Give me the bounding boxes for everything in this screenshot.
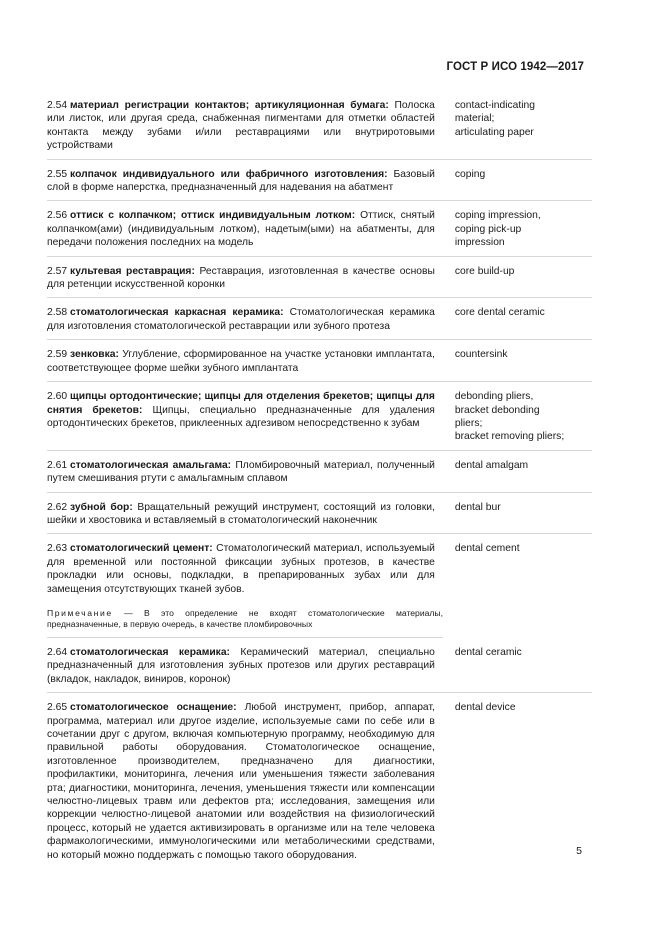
english-equivalent <box>455 306 592 333</box>
entry-text: Любой инструмент, прибор, аппарат, программа, материал или другое изделие, используемые сами по себе или в сочетании друг с другом, включая компьютерную программу, необходимую для правильной работы оборудования. Стоматологическое оснащение, изготовленное производителем, предназначено для диагностики, профилактики, мониторинга, лечения или уменьшения тяжести заболевания рта; диагностики, мониторинга, лечения, уменьшения тяжести или компенсации челюстно-лицевых травм или дефектов рта; исследования, замещения или коррекции челюстно-лицевой анатомии или воздействия на физиологический процесс, который не удается активизировать в организме или на теле человека фармакологическими, иммунологическими или метаболическими средствами, но который можно поддержать с помощью такого оборудования. <box>47 702 435 861</box>
entry-number: 2.61 <box>47 459 68 471</box>
entry-definition <box>47 459 435 486</box>
entry-text: Щипцы, специально предназначенные для удаления ортодонтических брекетов, приклеенных адгезивом непосредственно к зубам <box>47 404 435 429</box>
entry-definition <box>47 390 435 444</box>
entry-text: Пломбировочный материал, полученный путем смешивания ртути с амальгамным сплавом <box>47 459 435 485</box>
glossary-entries <box>47 97 592 874</box>
entry-term: стоматологическая керамика: <box>70 646 230 658</box>
entry-text: Стоматологический материал, используемый для временной или постоянной фиксации зубных протезов, в качестве прокладки или основы, подкладки, в препарированных зубах или для замещения отсутствующих тканей зубов. <box>47 543 435 595</box>
entry-term: зенковка: <box>70 349 119 361</box>
entry-definition <box>47 701 435 862</box>
english-equivalent <box>455 542 592 596</box>
entry-text: Керамический материал, специально предназначенный для изготовления зубных протезов или других реставраций (вкладок, накладок, виниров, коронок) <box>47 646 435 685</box>
english-equivalent <box>455 501 592 528</box>
english-term-line: coping impression, <box>454 210 541 222</box>
entry-term: зубной бор: <box>70 501 133 513</box>
entry-number: 2.56 <box>47 210 68 222</box>
entry-definition <box>47 99 435 153</box>
entry-number: 2.55 <box>47 168 68 180</box>
entry-text: Оттиск, снятый колпачком(ами) (индивидуальным лотком), надетым(ыми) на абатменты, для передачи положения последних на модель <box>47 210 435 249</box>
english-term-line: dental device <box>454 702 516 714</box>
english-term-line: impression <box>454 237 505 249</box>
entry-definition <box>47 168 435 195</box>
english-equivalent <box>455 99 592 153</box>
entry-definition <box>47 348 435 375</box>
entry-term: стоматологическое оснащение: <box>70 702 237 714</box>
entry-term: материал регистрации контактов; артикуляционная бумага: <box>70 100 389 111</box>
english-equivalent <box>455 701 592 862</box>
entry-term: колпачок индивидуального или фабричного изготовления: <box>70 168 388 180</box>
english-term-line: bracket debonding <box>454 404 540 416</box>
entry-number: 2.63 <box>47 543 68 555</box>
entry-term: стоматологическая амальгама: <box>70 459 232 471</box>
entry-term: щипцы ортодонтические; щипцы для отделения брекетов; щипцы для снятия брекетов: <box>47 391 435 416</box>
page-number: 5 <box>576 845 582 857</box>
glossary-entry <box>47 97 592 160</box>
entry-text: Вращательный режущий инструмент, состоящий из головки, шейки и хвостовика и вставляемый в стоматологический наконечник <box>47 501 435 526</box>
entry-definition <box>47 265 435 292</box>
glossary-entry <box>47 207 592 256</box>
english-term-line: core build-up <box>454 265 515 277</box>
glossary-entry <box>47 304 592 340</box>
note-label: Примечание <box>47 607 113 618</box>
glossary-entry <box>47 346 592 382</box>
entry-term: оттиск с колпачком; оттиск индивидуальным лотком: <box>70 210 356 222</box>
english-equivalent <box>455 209 592 249</box>
glossary-entry <box>47 457 592 493</box>
document-header: ГОСТ Р ИСО 1942—2017 <box>446 61 584 73</box>
english-term-line: countersink <box>454 349 508 361</box>
entry-number: 2.57 <box>47 265 68 277</box>
entries-group-2 <box>47 644 592 868</box>
english-equivalent <box>455 646 592 686</box>
english-term-line: debonding pliers, <box>454 391 534 403</box>
entry-number: 2.65 <box>47 702 68 714</box>
entry-text: Реставрация, изготовленная в качестве основы для ретенции искусственной коронки <box>47 265 435 291</box>
english-term-line: core dental ceramic <box>454 307 545 319</box>
english-equivalent <box>455 348 592 375</box>
entry-number: 2.60 <box>47 391 68 403</box>
glossary-entry <box>47 699 592 868</box>
english-term-line: coping <box>454 168 486 180</box>
entry-term: культевая реставрация: <box>70 265 195 277</box>
english-term-line: articulating paper <box>454 126 534 138</box>
entry-number: 2.59 <box>47 349 68 361</box>
entry-number: 2.62 <box>47 501 68 513</box>
english-term-line: dental bur <box>454 501 501 513</box>
entry-definition <box>47 542 435 596</box>
english-equivalent <box>455 390 592 444</box>
glossary-entry <box>47 388 592 451</box>
glossary-entry <box>47 644 592 693</box>
entries-group-1 <box>47 97 592 602</box>
english-term-line: pliers; <box>454 417 483 429</box>
entry-text: Углубление, сформированное на участке установки имплантата, соответствующее форме шейки зубного имплантата <box>47 349 435 374</box>
entry-definition <box>47 501 435 528</box>
glossary-entry <box>47 166 592 202</box>
english-term-line: material; <box>454 113 495 125</box>
entry-definition <box>47 209 435 249</box>
note-text: — В это определение не входят стоматологические материалы, предназначенные, в первую очередь, в качестве пломбировочных <box>47 607 443 630</box>
entry-number: 2.54 <box>47 100 68 111</box>
english-term-line: coping pick-up <box>454 223 522 235</box>
entry-number: 2.64 <box>47 646 68 658</box>
entry-text: Стоматологическая керамика для изготовления стоматологической реставрации или зубного протеза <box>47 307 435 332</box>
english-equivalent <box>455 168 592 195</box>
entry-term: стоматологическая каркасная керамика: <box>70 307 284 319</box>
english-equivalent <box>455 459 592 486</box>
note <box>47 608 443 638</box>
glossary-entry <box>47 540 592 602</box>
glossary-entry <box>47 499 592 535</box>
entry-number: 2.58 <box>47 307 68 319</box>
entry-definition <box>47 306 435 333</box>
english-term-line: dental amalgam <box>454 459 529 471</box>
entry-term: стоматологический цемент: <box>70 543 213 555</box>
entry-text: Полоска или листок, или другая среда, снабженная пигментами для отметки областей контакта между зубами и/или реставрациями или внутриротовыми устройствами <box>47 100 435 152</box>
english-term-line: bracket removing pliers; <box>454 431 565 443</box>
english-term-line: dental cement <box>454 543 520 555</box>
english-term-line: dental ceramic <box>454 646 522 658</box>
english-term-line: contact-indicating <box>454 100 536 111</box>
entry-definition <box>47 646 435 686</box>
glossary-entry <box>47 263 592 299</box>
entry-text: Базовый слой в форме наперстка, предназначенный для надевания на абатмент <box>47 168 435 194</box>
english-equivalent <box>455 265 592 292</box>
